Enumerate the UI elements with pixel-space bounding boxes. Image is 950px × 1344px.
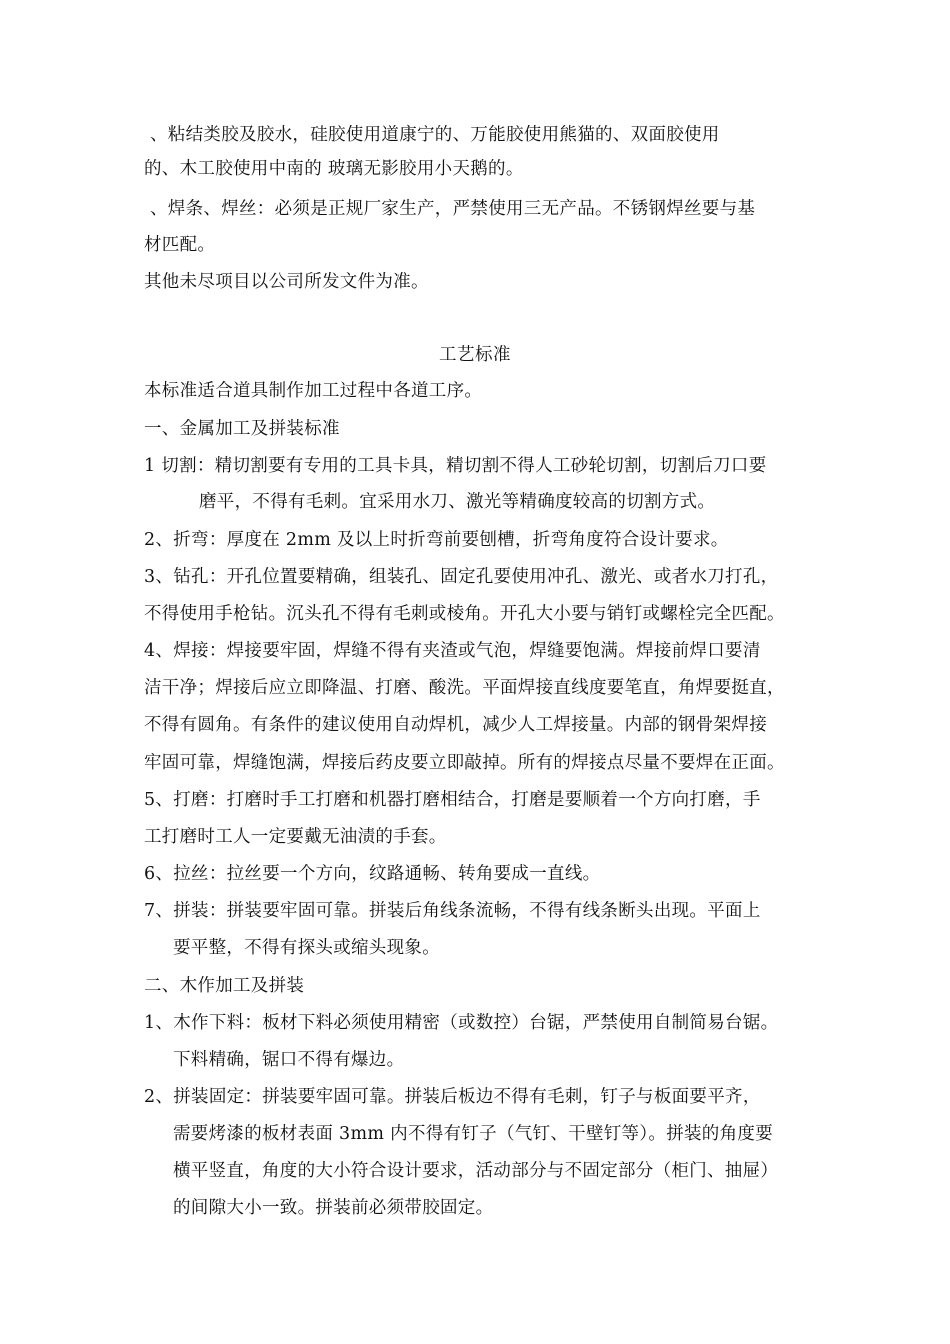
metal-brushing: 6、拉丝：拉丝要一个方向，纹路通畅、转角要成一直线。 xyxy=(144,864,601,884)
metal-bending: 2、折弯：厚度在 2mm 及以上时折弯前要刨槽，折弯角度符合设计要求。 xyxy=(144,530,729,550)
metal-assembly-line-1: 7、拼装：拼装要牢固可靠。拼装后角线条流畅，不得有线条断头出现。平面上 xyxy=(144,901,761,921)
metal-drilling-line-2: 不得使用手枪钻。沉头孔不得有毛刺或棱角。开孔大小要与销钉或螺栓完全匹配。 xyxy=(144,604,785,624)
metal-welding-line-3: 不得有圆角。有条件的建议使用自动焊机，减少人工焊接量。内部的钢骨架焊接 xyxy=(144,715,767,735)
wood-cutting-line-2: 下料精确，锯口不得有爆边。 xyxy=(173,1050,405,1070)
metal-welding-line-4: 牢固可靠，焊缝饱满，焊接后药皮要立即敲掉。所有的焊接点尽量不要焊在正面。 xyxy=(144,753,785,773)
glue-rule-line-2: 的、木工胶使用中南的 玻璃无影胶用小天鹅的。 xyxy=(144,159,524,179)
metal-grinding-line-2: 工打磨时工人一定要戴无油渍的手套。 xyxy=(144,827,447,847)
wood-cutting-line-1: 1、木作下料：板材下料必须使用精密（或数控）台锯，严禁使用自制简易台锯。 xyxy=(144,1013,779,1033)
metal-drilling-line-1: 3、钻孔：开孔位置要精确，组装孔、固定孔要使用冲孔、激光、或者水刀打孔， xyxy=(144,567,779,587)
welding-rod-rule-line-2: 材匹配。 xyxy=(144,235,216,255)
glue-rule-line-1: 、粘结类胶及胶水，硅胶使用道康宁的、万能胶使用熊猫的、双面胶使用 xyxy=(150,125,720,145)
metal-assembly-line-2: 要平整，不得有探头或缩头现象。 xyxy=(173,938,440,958)
metal-welding-line-2: 洁干净；焊接后应立即降温、打磨、酸洗。平面焊接直线度要笔直，角焊要挺直， xyxy=(144,678,785,698)
wood-fixing-line-3: 横平竖直，角度的大小符合设计要求，活动部分与不固定部分（柜门、抽屉） xyxy=(173,1161,779,1181)
metal-section-heading: 一、金属加工及拼装标准 xyxy=(144,419,340,439)
metal-cutting-line-2: 磨平，不得有毛刺。宜采用水刀、激光等精确度较高的切割方式。 xyxy=(199,492,716,512)
wood-fixing-line-4: 的间隙大小一致。拼装前必须带胶固定。 xyxy=(173,1198,494,1218)
intro-paragraph: 本标准适合道具制作加工过程中各道工序。 xyxy=(144,381,483,401)
wood-section-heading: 二、木作加工及拼装 xyxy=(144,976,305,996)
metal-grinding-line-1: 5、打磨：打磨时手工打磨和机器打磨相结合，打磨是要顺着一个方向打磨，手 xyxy=(144,790,761,810)
metal-welding-line-1: 4、焊接：焊接要牢固，焊缝不得有夹渣或气泡，焊缝要饱满。焊接前焊口要清 xyxy=(144,641,761,661)
section-title: 工艺标准 xyxy=(439,345,511,365)
welding-rod-rule-line-1: 、焊条、焊丝：必须是正规厂家生产，严禁使用三无产品。不锈钢焊丝要与基 xyxy=(150,199,756,219)
other-items-note: 其他未尽项目以公司所发文件为准。 xyxy=(144,272,429,292)
metal-cutting-line-1: 1 切割：精切割要有专用的工具卡具，精切割不得人工砂轮切割，切割后刀口要 xyxy=(144,456,767,476)
wood-fixing-line-2: 需要烤漆的板材表面 3mm 内不得有钉子（气钉、干壁钉等）。拼装的角度要 xyxy=(173,1124,773,1144)
wood-fixing-line-1: 2、拼装固定：拼装要牢固可靠。拼装后板边不得有毛刺，钉子与板面要平齐， xyxy=(144,1087,761,1107)
